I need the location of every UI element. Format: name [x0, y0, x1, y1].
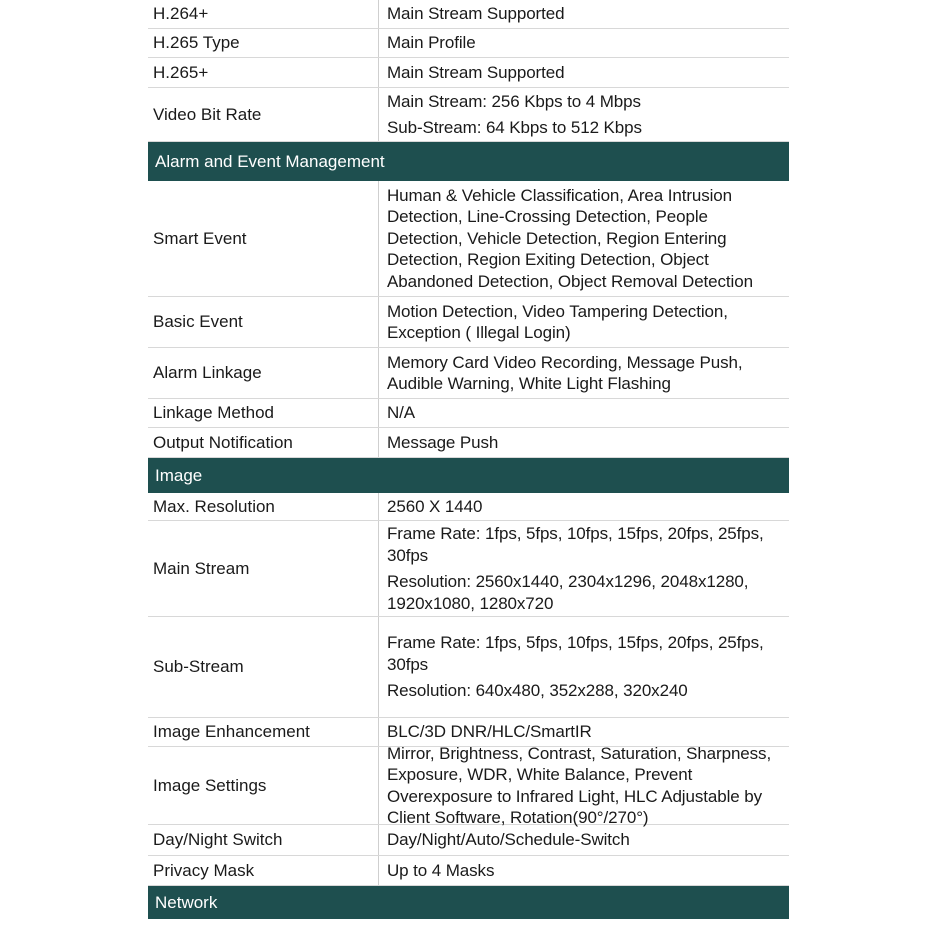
section-header: Network: [148, 886, 789, 919]
spec-value-line: Human & Vehicle Classification, Area Intrusion: [387, 185, 733, 205]
table-row: [148, 428, 789, 458]
spec-value: [379, 58, 789, 87]
table-row: [148, 181, 789, 297]
spec-label: Sub-Stream: [148, 617, 379, 717]
table-row: [148, 521, 789, 617]
table-row: [148, 743, 789, 827]
spec-value-block: [387, 91, 785, 113]
spec-value-line: 1920x1080, 1280x720: [387, 593, 554, 613]
spec-value: [379, 399, 789, 427]
spec-value-line: Motion Detection, Video Tampering Detection,: [387, 301, 728, 321]
spec-value-line: Up to 4 Masks: [387, 860, 495, 880]
spec-label: H.265+: [148, 58, 379, 87]
table-row: [148, 348, 789, 399]
table-row: [148, 29, 789, 58]
spec-value-line: Audible Warning, White Light Flashing: [387, 374, 671, 393]
spec-value-line: Main Stream Supported: [387, 62, 565, 82]
spec-value-line: Main Stream Supported: [387, 4, 565, 24]
spec-value-line: 2560 X 1440: [387, 496, 483, 516]
spec-value: [379, 825, 789, 855]
spec-value: [379, 856, 789, 885]
spec-value-block: [387, 117, 785, 139]
spec-value: [379, 743, 789, 827]
spec-value-line: Abandoned Detection, Object Removal Detection: [387, 271, 753, 291]
spec-value-line: Main Profile: [387, 33, 476, 53]
table-row: [148, 88, 789, 142]
table-row: [148, 297, 789, 348]
spec-label: Output Notification: [148, 428, 379, 457]
spec-value-block: [387, 571, 785, 614]
spec-label: Image Settings: [148, 747, 379, 824]
spec-value: [379, 0, 789, 28]
spec-value: [379, 617, 789, 717]
spec-value-line: Message Push: [387, 432, 499, 452]
spec-label: Day/Night Switch: [148, 825, 379, 855]
spec-value-block: [387, 743, 785, 829]
spec-value-line: Detection, Region Exiting Detection, Object: [387, 250, 709, 270]
spec-label: Image Enhancement: [148, 718, 379, 746]
spec-value: [379, 521, 789, 616]
spec-value: [379, 348, 789, 398]
spec-value-block: [387, 523, 785, 566]
spec-value-line: Detection, Vehicle Detection, Region Entering: [387, 228, 727, 248]
spec-label: Privacy Mask: [148, 856, 379, 885]
spec-value-block: [387, 352, 785, 395]
spec-label: Main Stream: [148, 521, 379, 616]
spec-value-block: [387, 301, 785, 344]
spec-label: Alarm Linkage: [148, 348, 379, 398]
spec-value-line: Frame Rate: 1fps, 5fps, 10fps, 15fps, 20fps, 25fps,: [387, 633, 764, 653]
spec-value-block: [387, 721, 785, 743]
spec-value-line: Client Software, Rotation(90°/270°): [387, 808, 649, 827]
spec-value: [379, 428, 789, 457]
spec-value-block: [387, 3, 785, 25]
spec-value-line: N/A: [387, 403, 416, 423]
spec-value-block: [387, 402, 785, 424]
spec-value-line: Resolution: 2560x1440, 2304x1296, 2048x1280,: [387, 572, 749, 591]
spec-value: [379, 29, 789, 57]
spec-value-block: [387, 496, 785, 518]
table-row: [148, 856, 789, 886]
table-row: [148, 399, 789, 428]
spec-value-block: [387, 432, 785, 454]
spec-label: Max. Resolution: [148, 493, 379, 520]
spec-value: [379, 88, 789, 141]
table-row: [148, 617, 789, 718]
spec-value-block: [387, 632, 785, 675]
spec-value-line: 30fps: [387, 545, 429, 565]
spec-value-block: [387, 62, 785, 84]
table-row: [148, 493, 789, 521]
spec-value-line: Main Stream: 256 Kbps to 4 Mbps: [387, 91, 641, 111]
spec-table: [148, 0, 789, 919]
table-row: [148, 825, 789, 856]
spec-value-line: Exposure, WDR, White Balance, Prevent: [387, 765, 693, 784]
spec-label: H.265 Type: [148, 29, 379, 57]
section-header: Alarm and Event Management: [148, 142, 789, 181]
spec-value-block: [387, 185, 785, 293]
spec-label: H.264+: [148, 0, 379, 28]
spec-value-block: [387, 829, 785, 851]
spec-value-block: [387, 860, 785, 882]
spec-value: [379, 493, 789, 520]
spec-label: Smart Event: [148, 181, 379, 296]
spec-value: [379, 297, 789, 347]
section-header: Image: [148, 458, 789, 493]
spec-value-line: Day/Night/Auto/Schedule-Switch: [387, 830, 630, 850]
spec-value-line: Overexposure to Infrared Light, HLC Adjustable by: [387, 786, 762, 806]
spec-label: Linkage Method: [148, 399, 379, 427]
table-row: [148, 0, 789, 29]
spec-value-block: [387, 32, 785, 54]
spec-value-line: Memory Card Video Recording, Message Push,: [387, 352, 743, 372]
spec-label: Basic Event: [148, 297, 379, 347]
spec-value-line: Exception ( Illegal Login): [387, 323, 571, 342]
spec-value-line: 30fps: [387, 654, 429, 674]
spec-value-line: BLC/3D DNR/HLC/SmartIR: [387, 722, 592, 742]
spec-value-block: [387, 680, 785, 702]
spec-value: [379, 181, 789, 296]
spec-value-line: Sub-Stream: 64 Kbps to 512 Kbps: [387, 118, 642, 137]
table-row: [148, 58, 789, 88]
spec-value-line: Frame Rate: 1fps, 5fps, 10fps, 15fps, 20fps, 25fps,: [387, 524, 764, 543]
spec-value-line: Mirror, Brightness, Contrast, Saturation, Sharpness,: [387, 743, 772, 763]
spec-value-line: Detection, Line-Crossing Detection, People: [387, 207, 708, 227]
spec-label: Video Bit Rate: [148, 88, 379, 141]
spec-value-line: Resolution: 640x480, 352x288, 320x240: [387, 681, 688, 701]
